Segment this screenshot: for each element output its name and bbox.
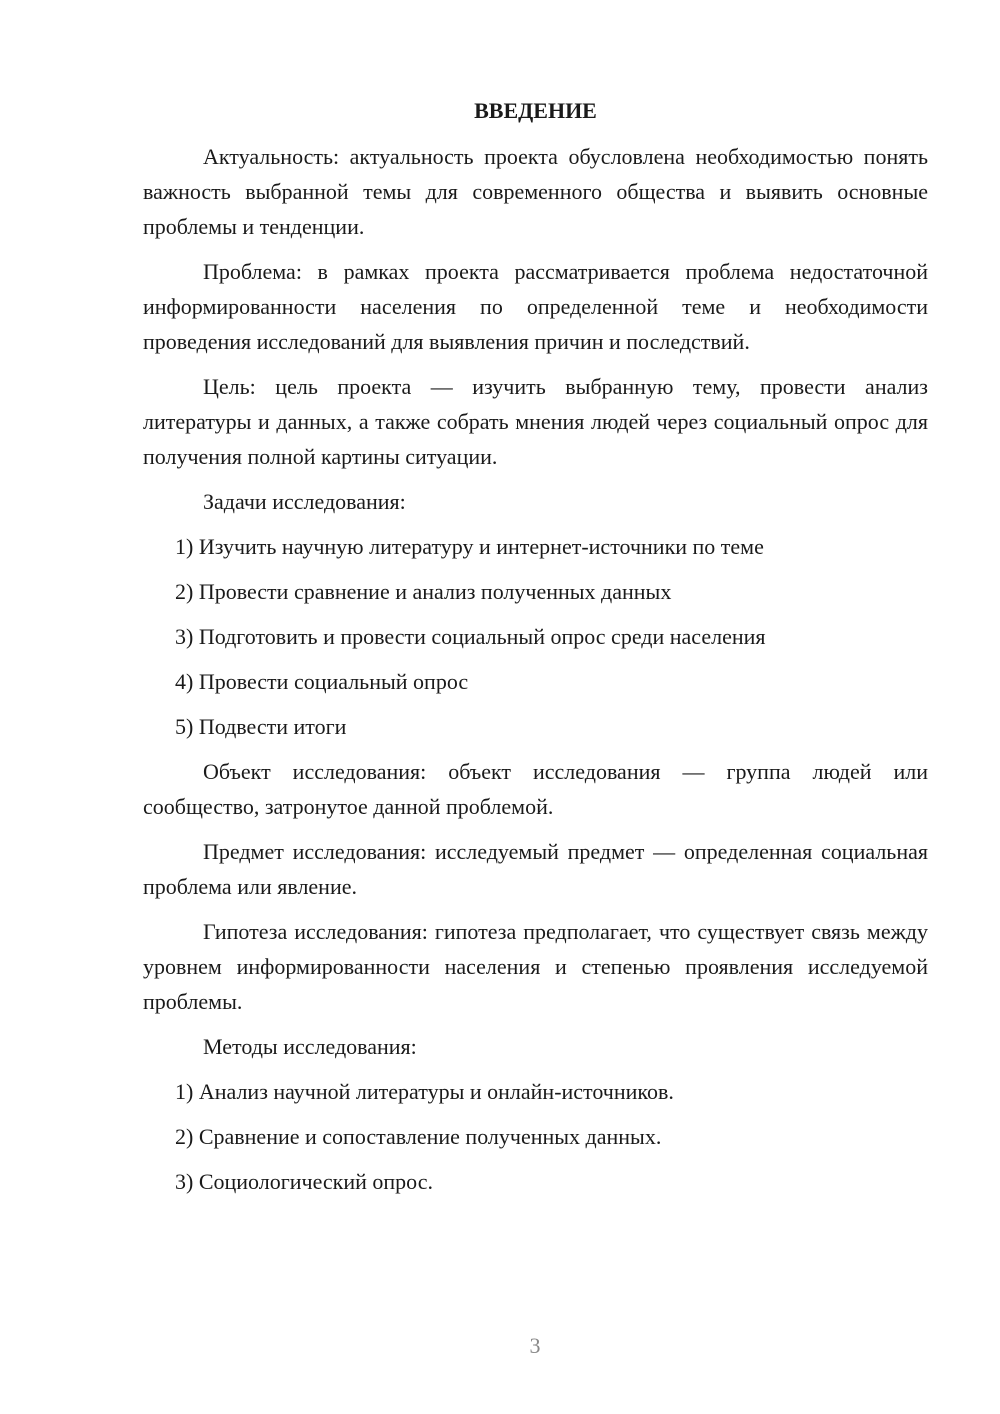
paragraph-problem: Проблема: в рамках проекта рассматривается проблема недостаточной информированности населения по определенной теме и необходимости проведения исследований для выявления причин и последствий.	[143, 259, 928, 354]
list-item: 3) Подготовить и провести социальный опрос среди населения	[175, 624, 766, 649]
list-item: 2) Провести сравнение и анализ полученных данных	[175, 579, 672, 604]
tasks-list	[143, 529, 928, 744]
paragraph-hypothesis: Гипотеза исследования: гипотеза предполагает, что существует связь между уровнем информированности населения и степенью проявления исследуемой проблемы.	[143, 919, 928, 1014]
paragraph-object: Объект исследования: объект исследования — группа людей или сообщество, затронутое данной проблемой.	[143, 759, 928, 819]
list-item: 1) Анализ научной литературы и онлайн-источников.	[175, 1079, 674, 1104]
methods-list	[143, 1074, 928, 1199]
document-page	[143, 95, 928, 1209]
section-heading: ВВЕДЕНИЕ	[474, 98, 597, 123]
list-item: 4) Провести социальный опрос	[175, 669, 469, 694]
methods-label: Методы исследования:	[203, 1034, 417, 1059]
list-item: 3) Социологический опрос.	[175, 1169, 433, 1194]
list-item: 5) Подвести итоги	[175, 714, 347, 739]
paragraph-goal: Цель: цель проекта — изучить выбранную тему, провести анализ литературы и данных, а также собрать мнения людей через социальный опрос для получения полной картины ситуации.	[143, 374, 928, 469]
page-number: 3	[529, 1333, 541, 1358]
tasks-label: Задачи исследования:	[203, 489, 406, 514]
list-item: 1) Изучить научную литературу и интернет-источники по теме	[175, 534, 764, 559]
list-item: 2) Сравнение и сопоставление полученных данных.	[175, 1124, 662, 1149]
paragraph-subject: Предмет исследования: исследуемый предмет — определенная социальная проблема или явление.	[143, 839, 928, 899]
paragraph-relevance: Актуальность: актуальность проекта обусловлена необходимостью понять важность выбранной темы для современного общества и выявить основные проблемы и тенденции.	[143, 144, 928, 239]
